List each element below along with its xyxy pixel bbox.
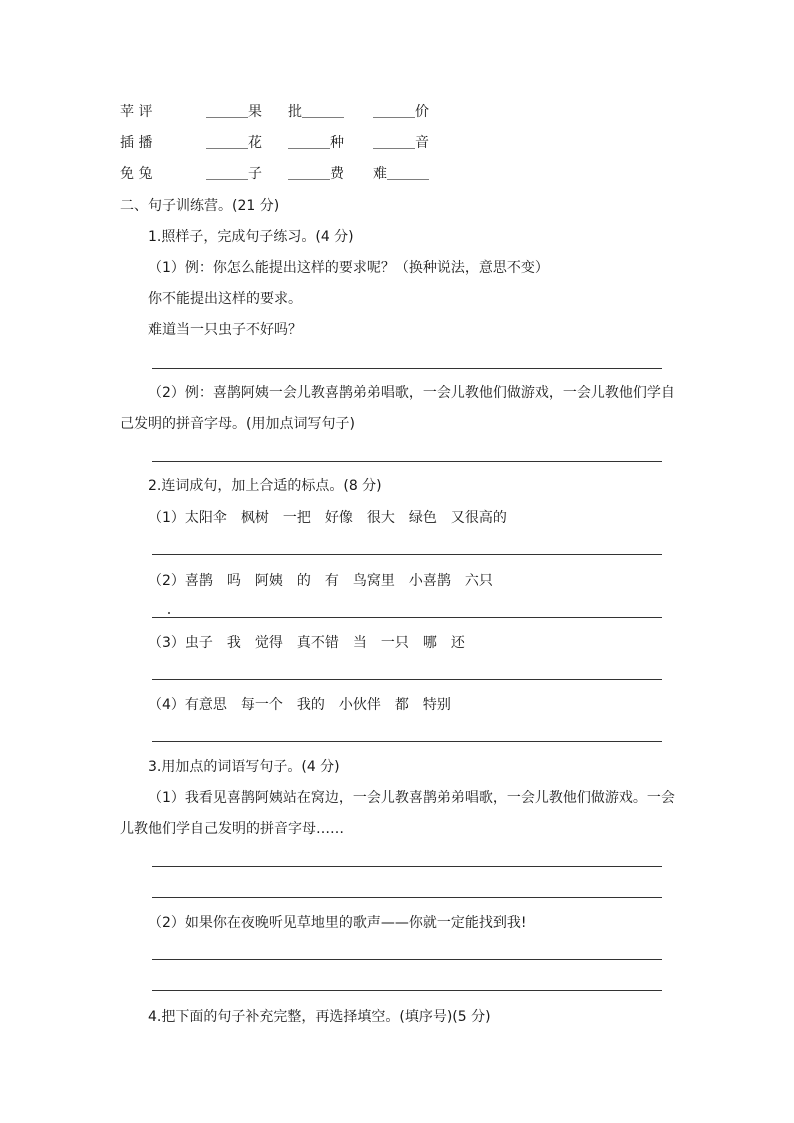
answer-line-q3-4[interactable] bbox=[152, 990, 662, 991]
answer-line-q1-2[interactable] bbox=[152, 461, 662, 462]
answer-line-q3-1[interactable] bbox=[152, 866, 662, 867]
q2-item-2: （2）喜鹊 吗 阿姨 的 有 鸟窝里 小喜鹊 六只 bbox=[148, 573, 493, 589]
fill-blank-3-1[interactable]: ＿＿＿子 bbox=[206, 166, 262, 182]
q1-p1-example: （1）例：你怎么能提出这样的要求呢？（换种说法，意思不变） bbox=[148, 260, 549, 276]
q1-p2-line1: （2）例：喜鹊阿姨一会儿教喜鹊弟弟唱歌，一会儿教他们做游戏，一会儿教他们学自 bbox=[148, 385, 675, 401]
q2-title: 2.连词成句，加上合适的标点。(8 分) bbox=[148, 478, 382, 494]
stray-dot bbox=[168, 612, 170, 614]
fill-blank-2-3[interactable]: ＿＿＿音 bbox=[373, 135, 429, 151]
fill-blank-1-1[interactable]: ＿＿＿果 bbox=[206, 104, 262, 120]
answer-line-q2-1[interactable] bbox=[152, 554, 662, 555]
q1-p1-answer: 你不能提出这样的要求。 bbox=[148, 291, 302, 307]
fill-blank-3-3[interactable]: 难＿＿＿ bbox=[373, 166, 429, 182]
answer-line-q1-1[interactable] bbox=[152, 368, 662, 369]
fill-blank-2-1[interactable]: ＿＿＿花 bbox=[206, 135, 262, 151]
word-pair-1: 苹 评 bbox=[120, 104, 153, 120]
q3-title: 3.用加点的词语写句子。(4 分) bbox=[148, 759, 340, 775]
fill-blank-3-2[interactable]: ＿＿＿费 bbox=[288, 166, 344, 182]
answer-line-q2-2[interactable] bbox=[152, 617, 662, 618]
q3-p2: （2）如果你在夜晚听见草地里的歌声——你就一定能找到我! bbox=[148, 915, 527, 931]
fill-blank-1-3[interactable]: ＿＿＿价 bbox=[373, 104, 429, 120]
q2-item-4: （4）有意思 每一个 我的 小伙伴 都 特别 bbox=[148, 697, 451, 713]
section-2-title: 二、句子训练营。(21 分) bbox=[120, 198, 280, 214]
q3-p1-line2: 儿教他们学自己发明的拼音字母…… bbox=[120, 821, 344, 837]
q1-p1-task: 难道当一只虫子不好吗？ bbox=[148, 322, 302, 338]
answer-line-q3-3[interactable] bbox=[152, 959, 662, 960]
q3-p1-line1: （1）我看见喜鹊阿姨站在窝边，一会儿教喜鹊弟弟唱歌，一会儿教他们做游戏。一会 bbox=[148, 790, 675, 806]
q1-p2-line2: 己发明的拼音字母。(用加点词写句子) bbox=[120, 416, 355, 432]
word-pair-2: 插 播 bbox=[120, 135, 153, 151]
answer-line-q3-2[interactable] bbox=[152, 897, 662, 898]
q1-title: 1.照样子，完成句子练习。(4 分) bbox=[148, 229, 354, 245]
answer-line-q2-3[interactable] bbox=[152, 679, 662, 680]
fill-blank-1-2[interactable]: 批＿＿＿ bbox=[288, 104, 344, 120]
q4-title: 4.把下面的句子补充完整，再选择填空。(填序号)(5 分) bbox=[148, 1009, 491, 1025]
q2-item-3: （3）虫子 我 觉得 真不错 当 一只 哪 还 bbox=[148, 635, 465, 651]
word-pair-3: 免 兔 bbox=[120, 166, 153, 182]
q2-item-1: （1）太阳伞 枫树 一把 好像 很大 绿色 又很高的 bbox=[148, 510, 507, 526]
fill-blank-2-2[interactable]: ＿＿＿种 bbox=[288, 135, 344, 151]
answer-line-q2-4[interactable] bbox=[152, 741, 662, 742]
